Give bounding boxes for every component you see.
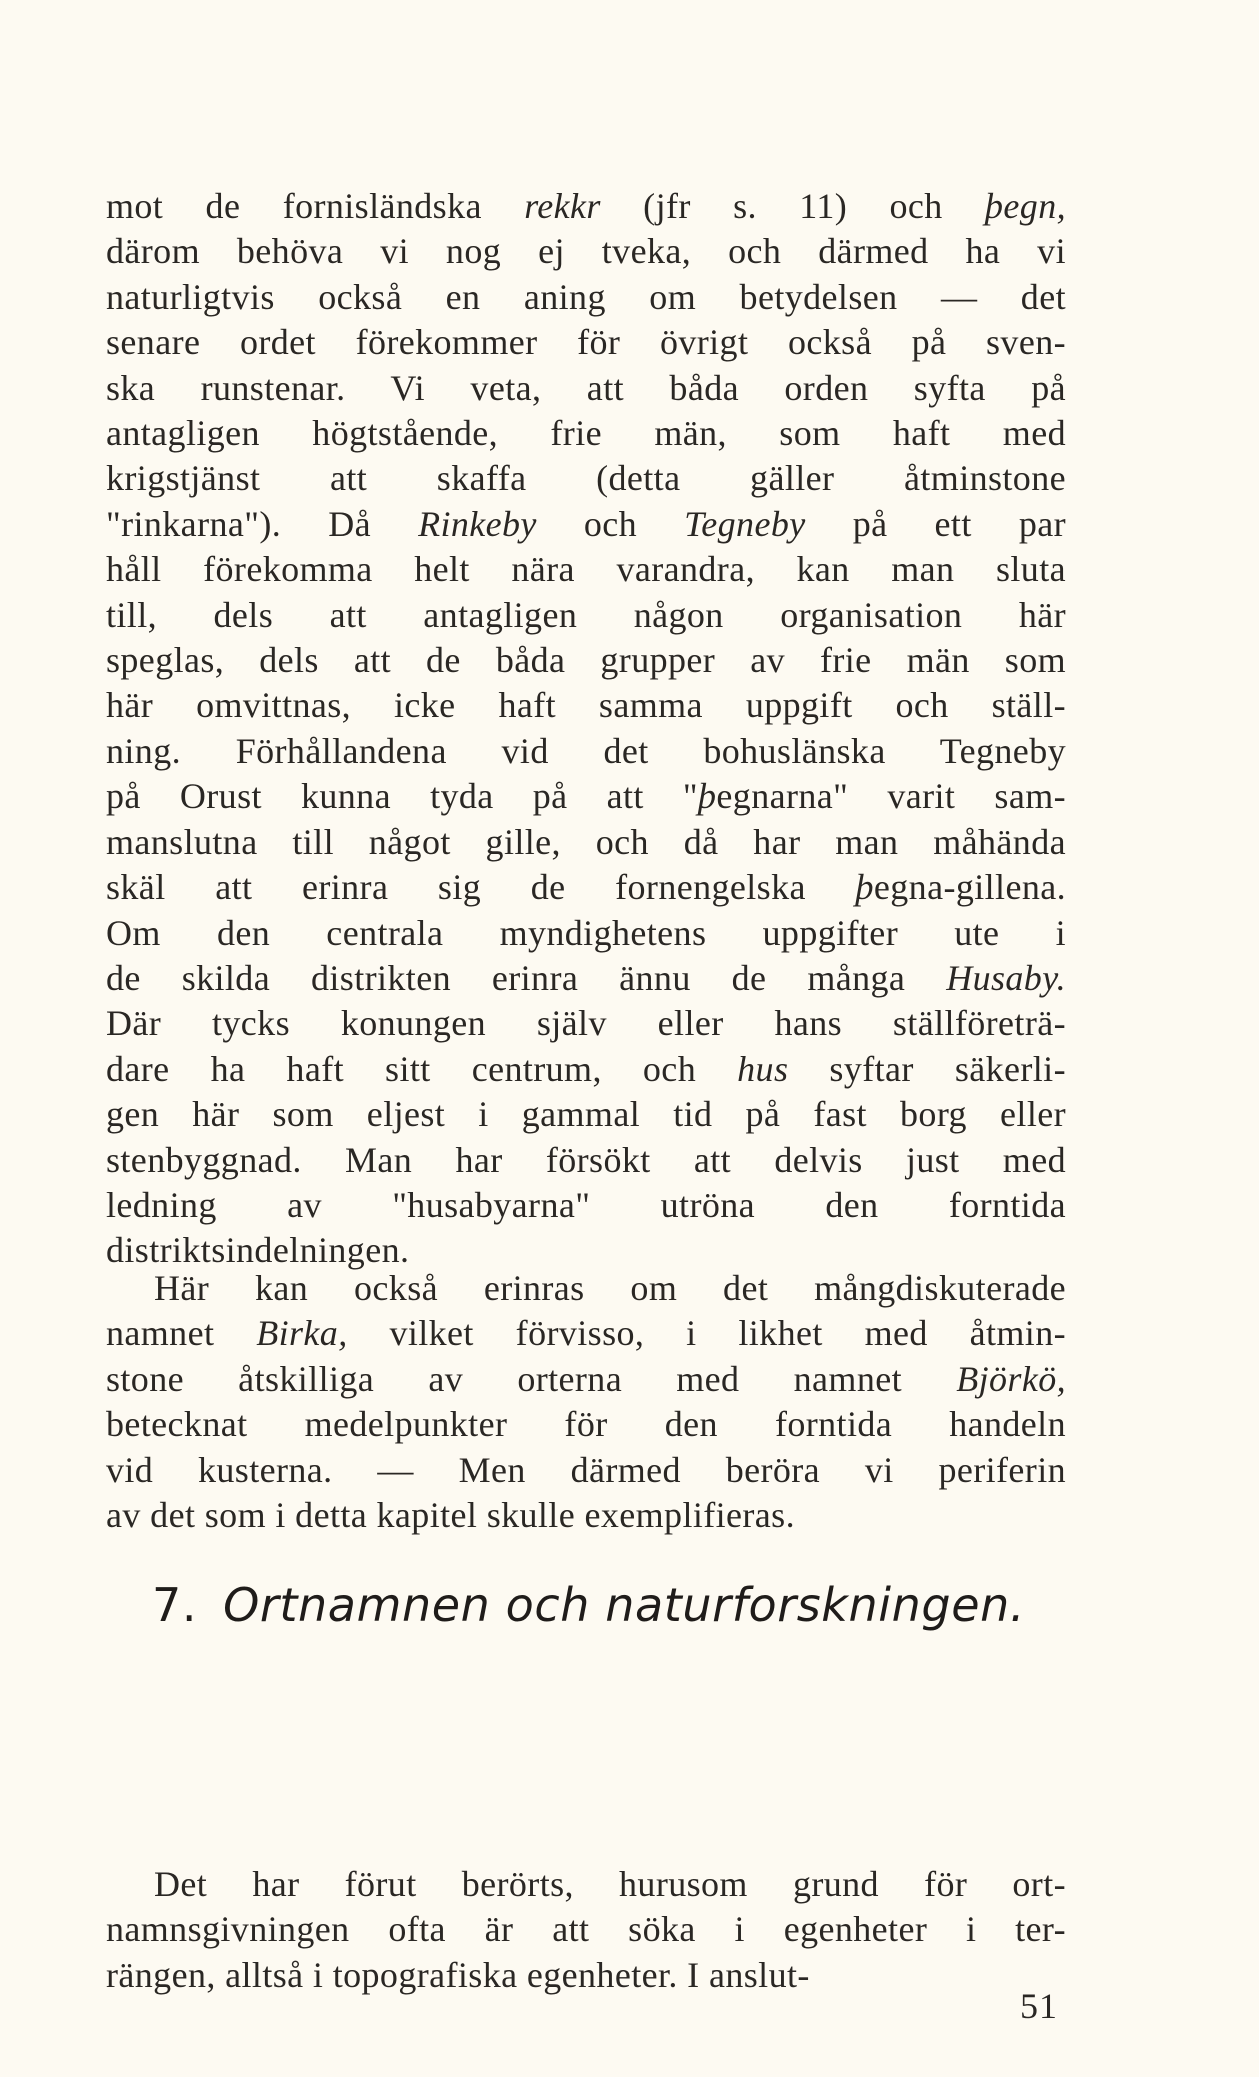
- text-segment: (jfr s. 11) och: [600, 186, 986, 226]
- text-line: [106, 1183, 1066, 1228]
- text-segment: syftar säkerli-: [788, 1048, 1066, 1089]
- text-segment: Tegneby: [684, 503, 806, 544]
- text-segment: Björkö,: [956, 1358, 1066, 1399]
- text-segment: Det har förut berörts, hurusom grund för ort-: [154, 1864, 1066, 1904]
- text-segment: rekkr: [524, 186, 601, 226]
- text-line: [106, 1907, 1066, 1952]
- text-line: [106, 911, 1066, 956]
- section-number: 7.: [152, 1578, 198, 1632]
- text-segment: naturligtvis också en aning om betydelsen — det: [106, 276, 1066, 317]
- text-line: [106, 502, 1066, 547]
- text-line: [106, 956, 1066, 1001]
- text-line: [106, 229, 1066, 274]
- text-line: [106, 275, 1066, 320]
- text-segment: ning. Förhållandena vid det bohuslänska Tegneby: [106, 730, 1066, 771]
- text-line: [106, 774, 1066, 819]
- body-text-paragraph-2: [106, 1266, 1066, 1538]
- text-segment: stenbyggnad. Man har försökt att delvis just med: [106, 1139, 1066, 1180]
- text-line: [106, 638, 1066, 683]
- text-segment: skäl att erinra sig de fornengelska: [106, 867, 856, 908]
- text-line: [106, 1092, 1066, 1137]
- text-segment: och: [536, 503, 685, 544]
- text-line: [106, 1138, 1066, 1183]
- text-line: [106, 683, 1066, 728]
- text-line: [106, 729, 1066, 774]
- text-segment: egnarna" varit sam-: [716, 776, 1066, 817]
- text-segment: gen här som eljest i gammal tid på fast borg eller: [106, 1094, 1066, 1135]
- text-segment: ska runstenar. Vi veta, att båda orden syfta på: [106, 367, 1066, 408]
- text-line: [106, 1493, 1066, 1538]
- text-line: [106, 820, 1066, 865]
- text-line: [106, 1862, 1066, 1907]
- text-segment: vid kusterna. — Men därmed beröra vi periferin: [106, 1449, 1066, 1490]
- page-number: 51: [1020, 1986, 1058, 2026]
- text-segment: antagligen högtstående, frie män, som haft med: [106, 413, 1066, 454]
- text-line: [106, 1047, 1066, 1092]
- text-segment: senare ordet förekommer för övrigt också på sven-: [106, 322, 1066, 363]
- text-segment: på ett par: [805, 503, 1066, 544]
- text-line: [106, 1266, 1066, 1311]
- text-segment: Rinkeby: [418, 503, 537, 544]
- text-segment: till, dels att antagligen någon organisation här: [106, 594, 1066, 635]
- text-segment: egna-gillena.: [873, 867, 1066, 908]
- text-segment: namnsgivningen ofta är att söka i egenheter i ter-: [106, 1909, 1066, 1950]
- text-segment: på Orust kunna tyda på att ": [106, 776, 699, 817]
- text-line: [106, 184, 1066, 229]
- text-segment: manslutna till något gille, och då har man måhända: [106, 821, 1066, 862]
- text-segment: Birka,: [256, 1313, 348, 1354]
- text-segment: här omvittnas, icke haft samma uppgift och ställ-: [106, 685, 1066, 726]
- text-line: [106, 1402, 1066, 1447]
- text-segment: Här kan också erinras om det mångdiskuterade: [154, 1268, 1066, 1308]
- section-heading: [152, 1578, 1025, 1632]
- text-line: [106, 456, 1066, 501]
- text-segment: därom behöva vi nog ej tveka, och därmed ha vi: [106, 231, 1066, 272]
- text-line: [106, 411, 1066, 456]
- text-line: [106, 1001, 1066, 1046]
- text-line: [106, 1953, 1066, 1998]
- text-segment: "rinkarna"). Då: [106, 503, 419, 544]
- text-segment: håll förekomma helt nära varandra, kan man sluta: [106, 549, 1066, 590]
- body-text-paragraph-1: [106, 184, 1066, 1274]
- text-segment: betecknat medelpunkter för den forntida handeln: [106, 1404, 1066, 1445]
- text-segment: dare ha haft sitt centrum, och: [106, 1048, 738, 1089]
- text-segment: krigstjänst att skaffa (detta gäller åtminstone: [106, 458, 1066, 499]
- text-segment: speglas, dels att de båda grupper av frie män som: [106, 640, 1066, 681]
- text-line: [106, 320, 1066, 365]
- text-segment: vilket förvisso, i likhet med åtmin-: [347, 1313, 1066, 1354]
- text-segment: Om den centrala myndighetens uppgifter ute i: [106, 912, 1066, 953]
- text-segment: av det som i detta kapitel skulle exemplifieras.: [106, 1495, 795, 1536]
- text-segment: þegn,: [985, 186, 1066, 226]
- text-segment: þ: [698, 776, 717, 817]
- text-line: [106, 366, 1066, 411]
- section-title: Ortnamnen och naturforskningen.: [223, 1578, 1026, 1632]
- text-segment: þ: [855, 867, 874, 908]
- text-line: [106, 547, 1066, 592]
- text-line: [106, 865, 1066, 910]
- text-line: [106, 1311, 1066, 1356]
- text-segment: de skilda distrikten erinra ännu de många: [106, 957, 947, 998]
- text-segment: ledning av "husabyarna" utröna den forntida: [106, 1184, 1066, 1225]
- text-line: [106, 593, 1066, 638]
- text-segment: Där tycks konungen själv eller hans ställföreträ-: [106, 1003, 1066, 1044]
- text-segment: mot de fornisländska: [106, 186, 525, 226]
- text-segment: stone åtskilliga av orterna med namnet: [106, 1358, 957, 1399]
- body-text-paragraph-3: [106, 1862, 1066, 1998]
- text-segment: namnet: [106, 1313, 257, 1354]
- text-segment: rängen, alltså i topografiska egenheter. I anslut-: [106, 1954, 810, 1995]
- text-line: [106, 1448, 1066, 1493]
- text-segment: hus: [737, 1048, 789, 1089]
- text-segment: Husaby.: [946, 957, 1066, 998]
- text-segment: distriktsindelningen.: [106, 1230, 410, 1271]
- text-line: [106, 1357, 1066, 1402]
